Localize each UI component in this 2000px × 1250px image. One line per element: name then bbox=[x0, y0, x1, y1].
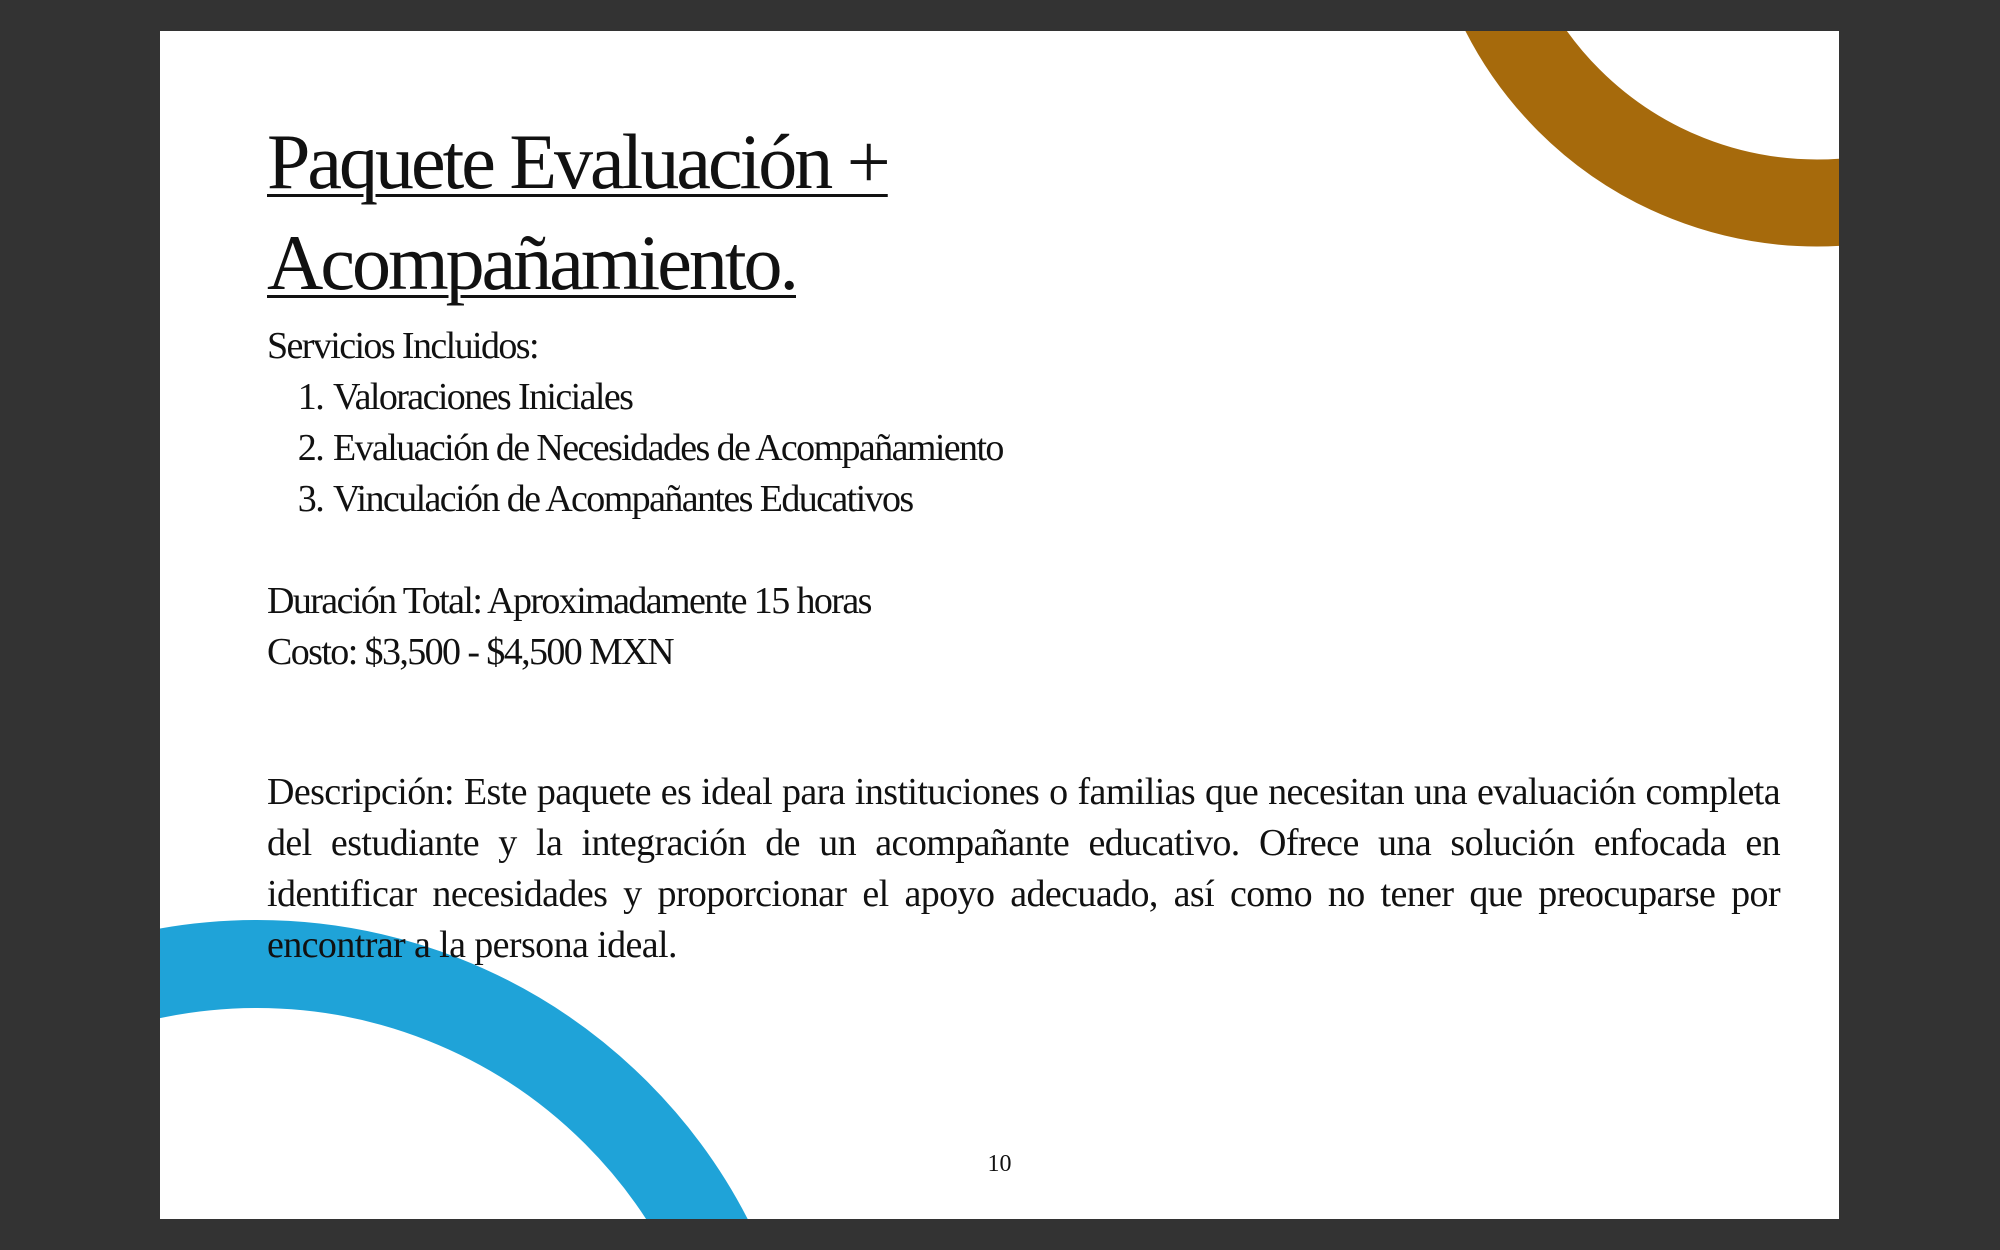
list-item: 3. Vinculación de Acompañantes Educativos bbox=[331, 474, 1003, 525]
services-list bbox=[267, 372, 1003, 525]
duration-text: Duración Total: Aproximadamente 15 horas bbox=[267, 580, 871, 622]
list-item: 1. Valoraciones Iniciales bbox=[331, 372, 1003, 423]
document-page bbox=[160, 31, 1839, 1219]
blue-arc-decoration bbox=[160, 964, 765, 1219]
title-line-2: Acompañamiento. bbox=[267, 219, 796, 306]
services-section bbox=[267, 321, 1003, 525]
package-details bbox=[267, 576, 871, 678]
cost-text: Costo: $3,500 - $4,500 MXN bbox=[267, 631, 673, 673]
list-item: 2. Evaluación de Necesidades de Acompañamiento bbox=[331, 423, 1003, 474]
orange-arc-decoration bbox=[1466, 31, 1839, 203]
title-line-1: Paquete Evaluación + bbox=[267, 118, 888, 205]
page-title bbox=[267, 111, 888, 313]
services-heading: Servicios Incluidos: bbox=[267, 325, 538, 367]
page-number: 10 bbox=[987, 1151, 1012, 1177]
description-paragraph: Descripción: Este paquete es ideal para instituciones o familias que necesitan una evaluación completa del estudiante y la integración de un acompañante educativo. Ofrece una solución enfocada en identificar necesidades y proporcionar el apoyo adecuado, así como no tener que preocuparse por encontrar a la persona ideal. bbox=[267, 771, 1780, 966]
